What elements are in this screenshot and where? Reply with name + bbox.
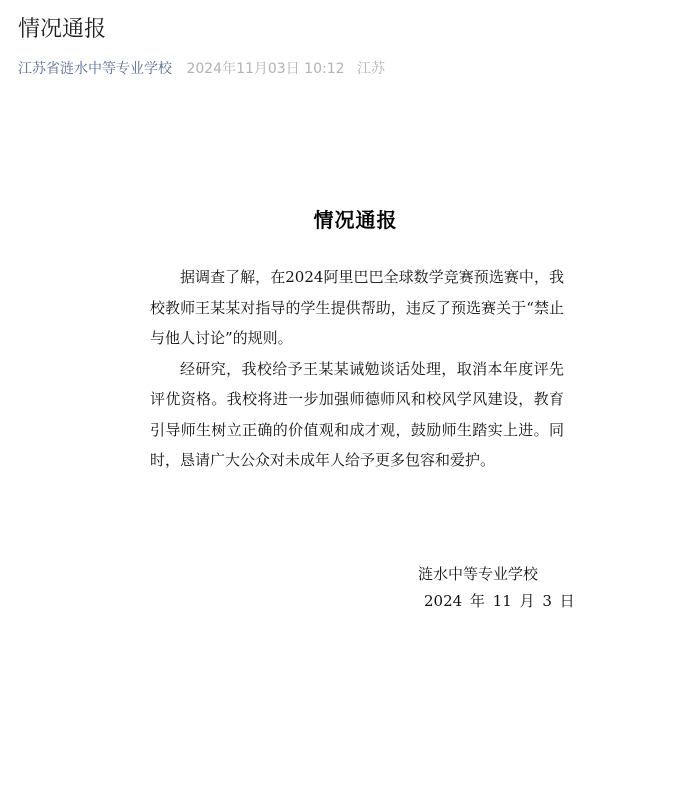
notice-paragraph: 据调查了解，在2024阿里巴巴全球数学竞赛预选赛中，我校教师王某某对指导的学生提供帮助，违反了预选赛关于“禁止与他人讨论”的规则。 [150, 268, 564, 347]
account-name-link[interactable]: 江苏省涟水中等专业学校 [18, 61, 172, 77]
notice-heading: 情况通报 [313, 208, 398, 232]
article-title: 情况通报 [18, 17, 107, 42]
publish-location: 江苏 [356, 61, 385, 77]
signature-organization: 涟水中等专业学校 [418, 565, 539, 583]
publish-time: 2024年11月03日 10:12 [186, 61, 345, 77]
signature-date: 2024 年 11 月 3 日 [424, 592, 575, 610]
notice-body [150, 262, 564, 476]
notice-paragraph: 经研究，我校给予王某某诫勉谈话处理，取消本年度评先评优资格。我校将进一步加强师德师风和校风学风建设，教育引导师生树立正确的价值观和成才观，鼓励师生踏实上进。同时，恳请广大公众对未成年人给予更多包容和爱护。 [150, 359, 564, 469]
